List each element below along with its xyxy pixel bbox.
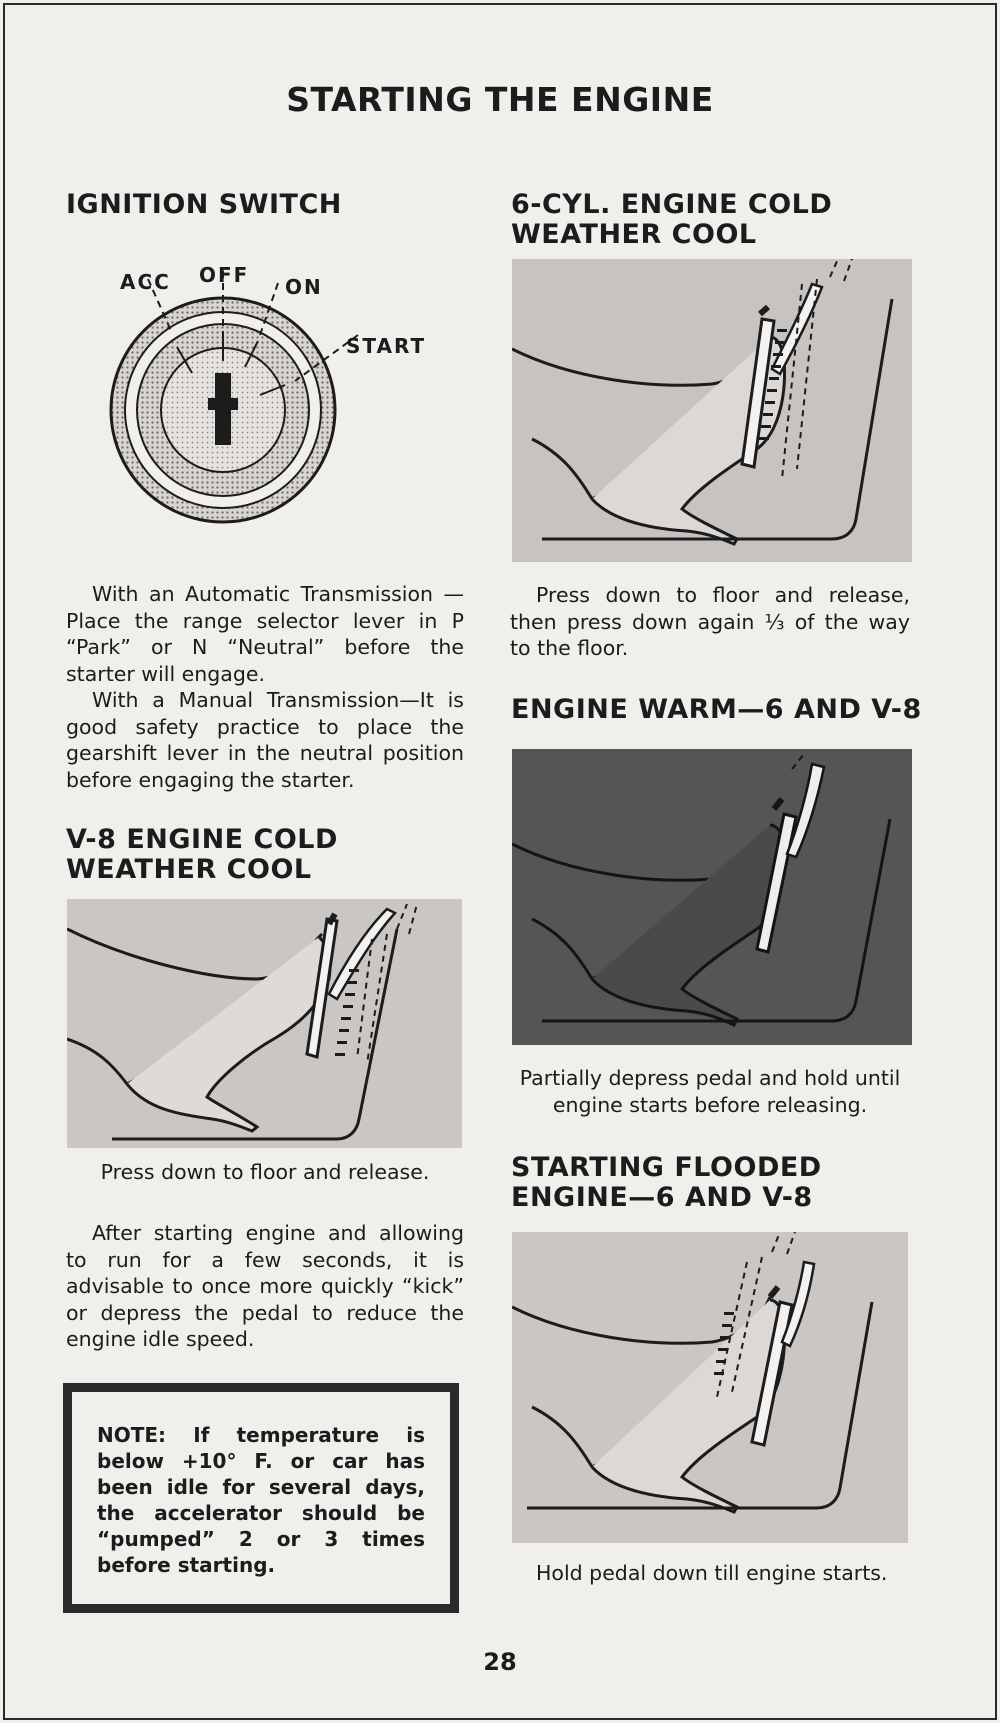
after-starting-paragraph: After starting engine and allowing to run for a few seconds, it is advisable to once more quickly “kick” or depress the pedal to reduce the engine idle speed. bbox=[66, 1221, 464, 1351]
v8-cold-caption: Press down to floor and release. bbox=[100, 1160, 430, 1184]
after-starting-text bbox=[66, 1220, 464, 1353]
ignition-switch-diagram bbox=[100, 255, 440, 545]
v8-cold-heading bbox=[66, 825, 338, 885]
six-cyl-cold-heading-line2: WEATHER COOL bbox=[511, 219, 757, 250]
note-box bbox=[63, 1383, 459, 1613]
automatic-transmission-text: With an Automatic Transmission —Place the range selector lever in P “Park” or N “Neutral” before the starter will engage. bbox=[66, 582, 464, 686]
on-label: ON bbox=[285, 275, 323, 299]
six-cyl-cold-caption: Press down to floor and release, then press down again ⅓ of the way to the floor. bbox=[510, 583, 910, 660]
engine-warm-caption: Partially depress pedal and hold until engine starts before releasing. bbox=[519, 1066, 901, 1117]
v8-cold-pedal-illustration bbox=[67, 899, 462, 1148]
flooded-heading-line1: STARTING FLOODED bbox=[511, 1152, 822, 1183]
flooded-caption: Hold pedal down till engine starts. bbox=[536, 1561, 888, 1585]
flooded-heading bbox=[511, 1153, 822, 1213]
off-label: OFF bbox=[199, 263, 250, 287]
ignition-instructions bbox=[66, 581, 464, 793]
engine-warm-heading: ENGINE WARM—6 AND V-8 bbox=[511, 694, 922, 725]
flooded-heading-line2: ENGINE—6 AND V-8 bbox=[511, 1182, 813, 1213]
manual-transmission-text: With a Manual Transmission—It is good safety practice to place the gearshift lever in the neutral position before engaging the starter. bbox=[66, 688, 464, 792]
v8-cold-heading-line2: WEATHER COOL bbox=[66, 854, 312, 885]
page-number: 28 bbox=[483, 1648, 517, 1676]
six-cyl-cold-pedal-illustration bbox=[512, 259, 912, 562]
ignition-switch-heading: IGNITION SWITCH bbox=[66, 189, 342, 220]
v8-cold-heading-line1: V-8 ENGINE COLD bbox=[66, 824, 338, 855]
six-cyl-cold-heading bbox=[511, 190, 832, 250]
acc-label: ACC bbox=[120, 270, 171, 294]
engine-warm-pedal-illustration bbox=[512, 749, 912, 1045]
start-label: START bbox=[346, 334, 427, 358]
note-text: NOTE: If temperature is below +10° F. or car has been idle for several days, the accelerator should be “pumped” 2 or 3 times before starting. bbox=[97, 1423, 425, 1577]
flooded-pedal-illustration bbox=[512, 1232, 908, 1543]
page-title: STARTING THE ENGINE bbox=[286, 80, 714, 119]
six-cyl-cold-heading-line1: 6-CYL. ENGINE COLD bbox=[511, 189, 833, 220]
